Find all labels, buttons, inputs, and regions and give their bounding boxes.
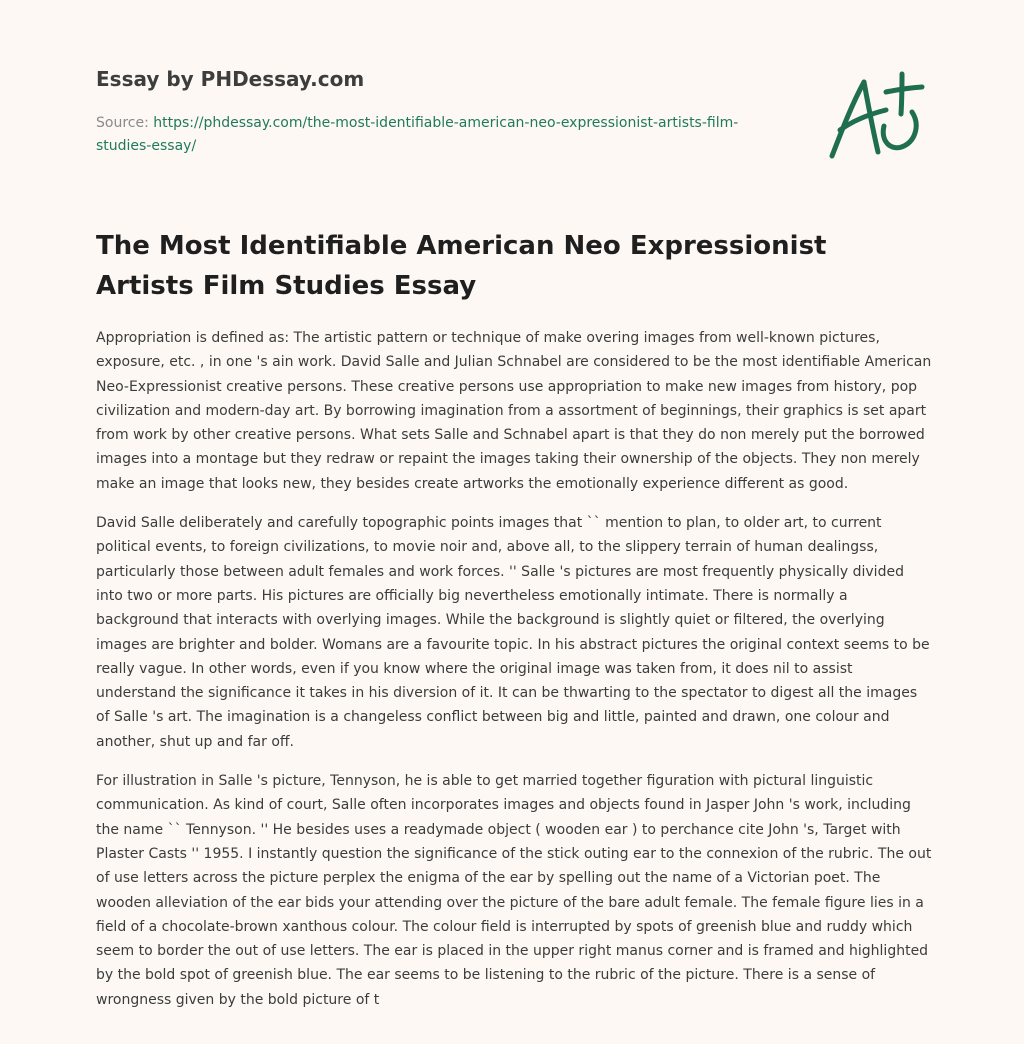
essay-body <box>96 326 932 1027</box>
site-name: Essay by PHDessay.com <box>96 67 365 91</box>
source-link[interactable]: https://phdessay.com/the-most-identifiable-american-neo-expressionist-artists-film-studies-essay/ <box>96 115 739 154</box>
essay-paragraph: For illustration in Salle 's picture, Tennyson, he is able to get married together figuration with pictural linguistic communication. As kind of court, Salle often incorporates images and objects found in Jasper John 's work, including the name `` Tennyson. '' He besides uses a readymade object ( wooden ear ) to perchance cite John 's, Target with Plaster Casts '' 1955. I instantly question the significance of the stick outing ear to the connexion of the rubric. The out of use letters across the picture perplex the enigma of the ear by spelling out the name of a Victorian poet. The wooden alleviation of the ear bids your attending over the picture of the bare adult female. The female figure lies in a field of a chocolate-brown xanthous colour. The colour field is interrupted by spots of greenish blue and ruddy which seem to border the out of use letters. The ear is placed in the upper right manus corner and is framed and highlighted by the bold spot of greenish blue. The ear seems to be listening to the rubric of the picture. There is a sense of wrongness given by the bold picture of t <box>96 773 932 1008</box>
source-label: Source: <box>96 115 149 131</box>
essay-paragraph: David Salle deliberately and carefully topographic points images that `` mention to plan, to older art, to current political events, to foreign civilizations, to movie noir and, above all, to the slippery terrain of human dealingss, particularly those between adult females and work forces. '' Salle 's pictures are most frequently physically divided into two or more parts. His pictures are officially big nevertheless emotionally intimate. There is normally a background that interacts with overlying images. While the background is slightly quiet or filtered, the overlying images are brighter and bolder. Womans are a favourite topic. In his abstract pictures the original context seems to be really vague. In other words, even if you know where the original image was taken from, it does nil to assist understand the significance it takes in his diversion of it. It can be thwarting to the spectator to digest all the images of Salle 's art. The imagination is a changeless conflict between big and little, painted and drawn, one colour and another, shut up and far off. <box>96 515 930 750</box>
essay-title: The Most Identifiable American Neo Expressionist Artists Film Studies Essay <box>96 231 827 301</box>
source-line <box>96 112 776 158</box>
essay-paragraph: Appropriation is defined as: The artistic pattern or technique of make overing images from well-known pictures, exposure, etc. , in one 's ain work. David Salle and Julian Schnabel are considered to be the most identifiable American Neo-Expressionist creative persons. These creative persons use appropriation to make new images from history, pop civilization and modern-day art. By borrowing imagination from a assortment of beginnings, their graphics is set apart from work by other creative persons. What sets Salle and Schnabel apart is that they do non merely put the borrowed images into a montage but they redraw or repaint the images taking their ownership of the objects. They non merely make an image that looks new, they besides create artworks the emotionally experience different as good. <box>96 330 932 492</box>
a-plus-logo-icon <box>826 68 930 164</box>
